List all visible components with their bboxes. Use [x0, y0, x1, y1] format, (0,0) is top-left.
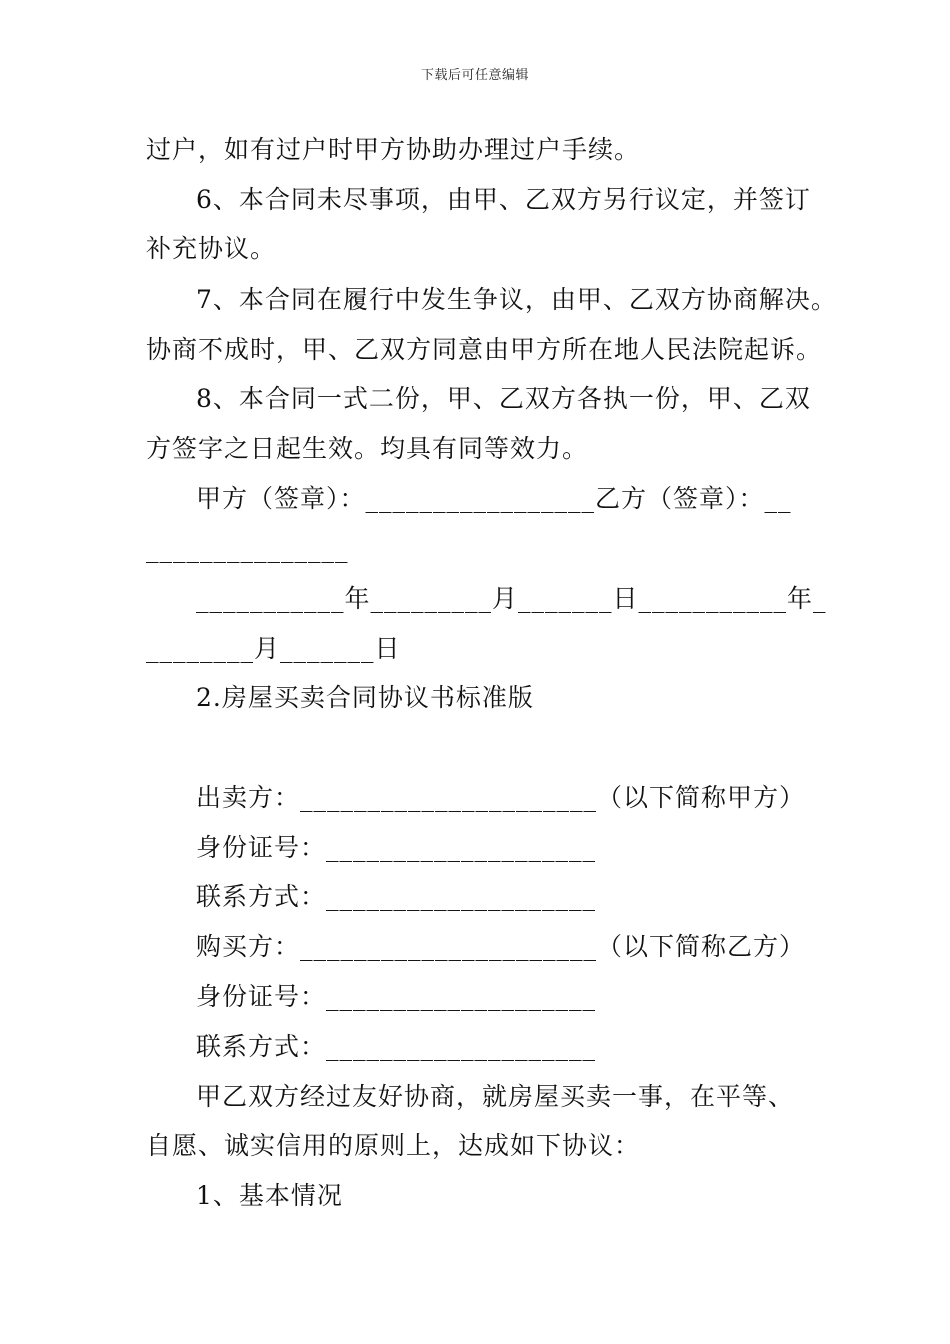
- date-line-continued: ________月_______日: [146, 634, 401, 663]
- agreement-intro-line-2: 自愿、诚实信用的原则上，达成如下协议：: [146, 1131, 641, 1160]
- clause-8-line-1: 8、本合同一式二份，甲、乙双方各执一份，甲、乙双: [196, 384, 811, 413]
- seller-field: 出卖方：______________________（以下简称甲方）: [196, 783, 806, 812]
- signature-line: 甲方（签章）：_________________乙方（签章）：__: [196, 484, 792, 513]
- clause-6-line-1: 6、本合同未尽事项，由甲、乙双方另行议定，并签订: [196, 185, 811, 214]
- agreement-intro-line-1: 甲乙双方经过友好协商，就房屋买卖一事，在平等、: [196, 1082, 795, 1111]
- buyer-field: 购买方：______________________（以下简称乙方）: [196, 932, 806, 961]
- paragraph-line: 过户，如有过户时甲方协助办理过户手续。: [146, 135, 641, 164]
- buyer-contact-field: 联系方式：____________________: [196, 1032, 597, 1061]
- buyer-id-field: 身份证号：____________________: [196, 982, 597, 1011]
- date-line: ___________年_________月_______日___________年_: [196, 584, 827, 613]
- page-header: 下载后可任意编辑: [420, 68, 529, 83]
- section-title: 2.房屋买卖合同协议书标准版: [196, 683, 534, 712]
- clause-7-line-2: 协商不成时，甲、乙双方同意由甲方所在地人民法院起诉。: [146, 335, 823, 364]
- signature-line-continued: _______________: [146, 534, 349, 563]
- subsection-title: 1、基本情况: [196, 1181, 343, 1210]
- clause-6-line-2: 补充协议。: [146, 234, 277, 263]
- seller-contact-field: 联系方式：____________________: [196, 882, 597, 911]
- clause-7-line-1: 7、本合同在履行中发生争议，由甲、乙双方协商解决。: [196, 285, 837, 314]
- seller-id-field: 身份证号：____________________: [196, 833, 597, 862]
- clause-8-line-2: 方签字之日起生效。均具有同等效力。: [146, 434, 589, 463]
